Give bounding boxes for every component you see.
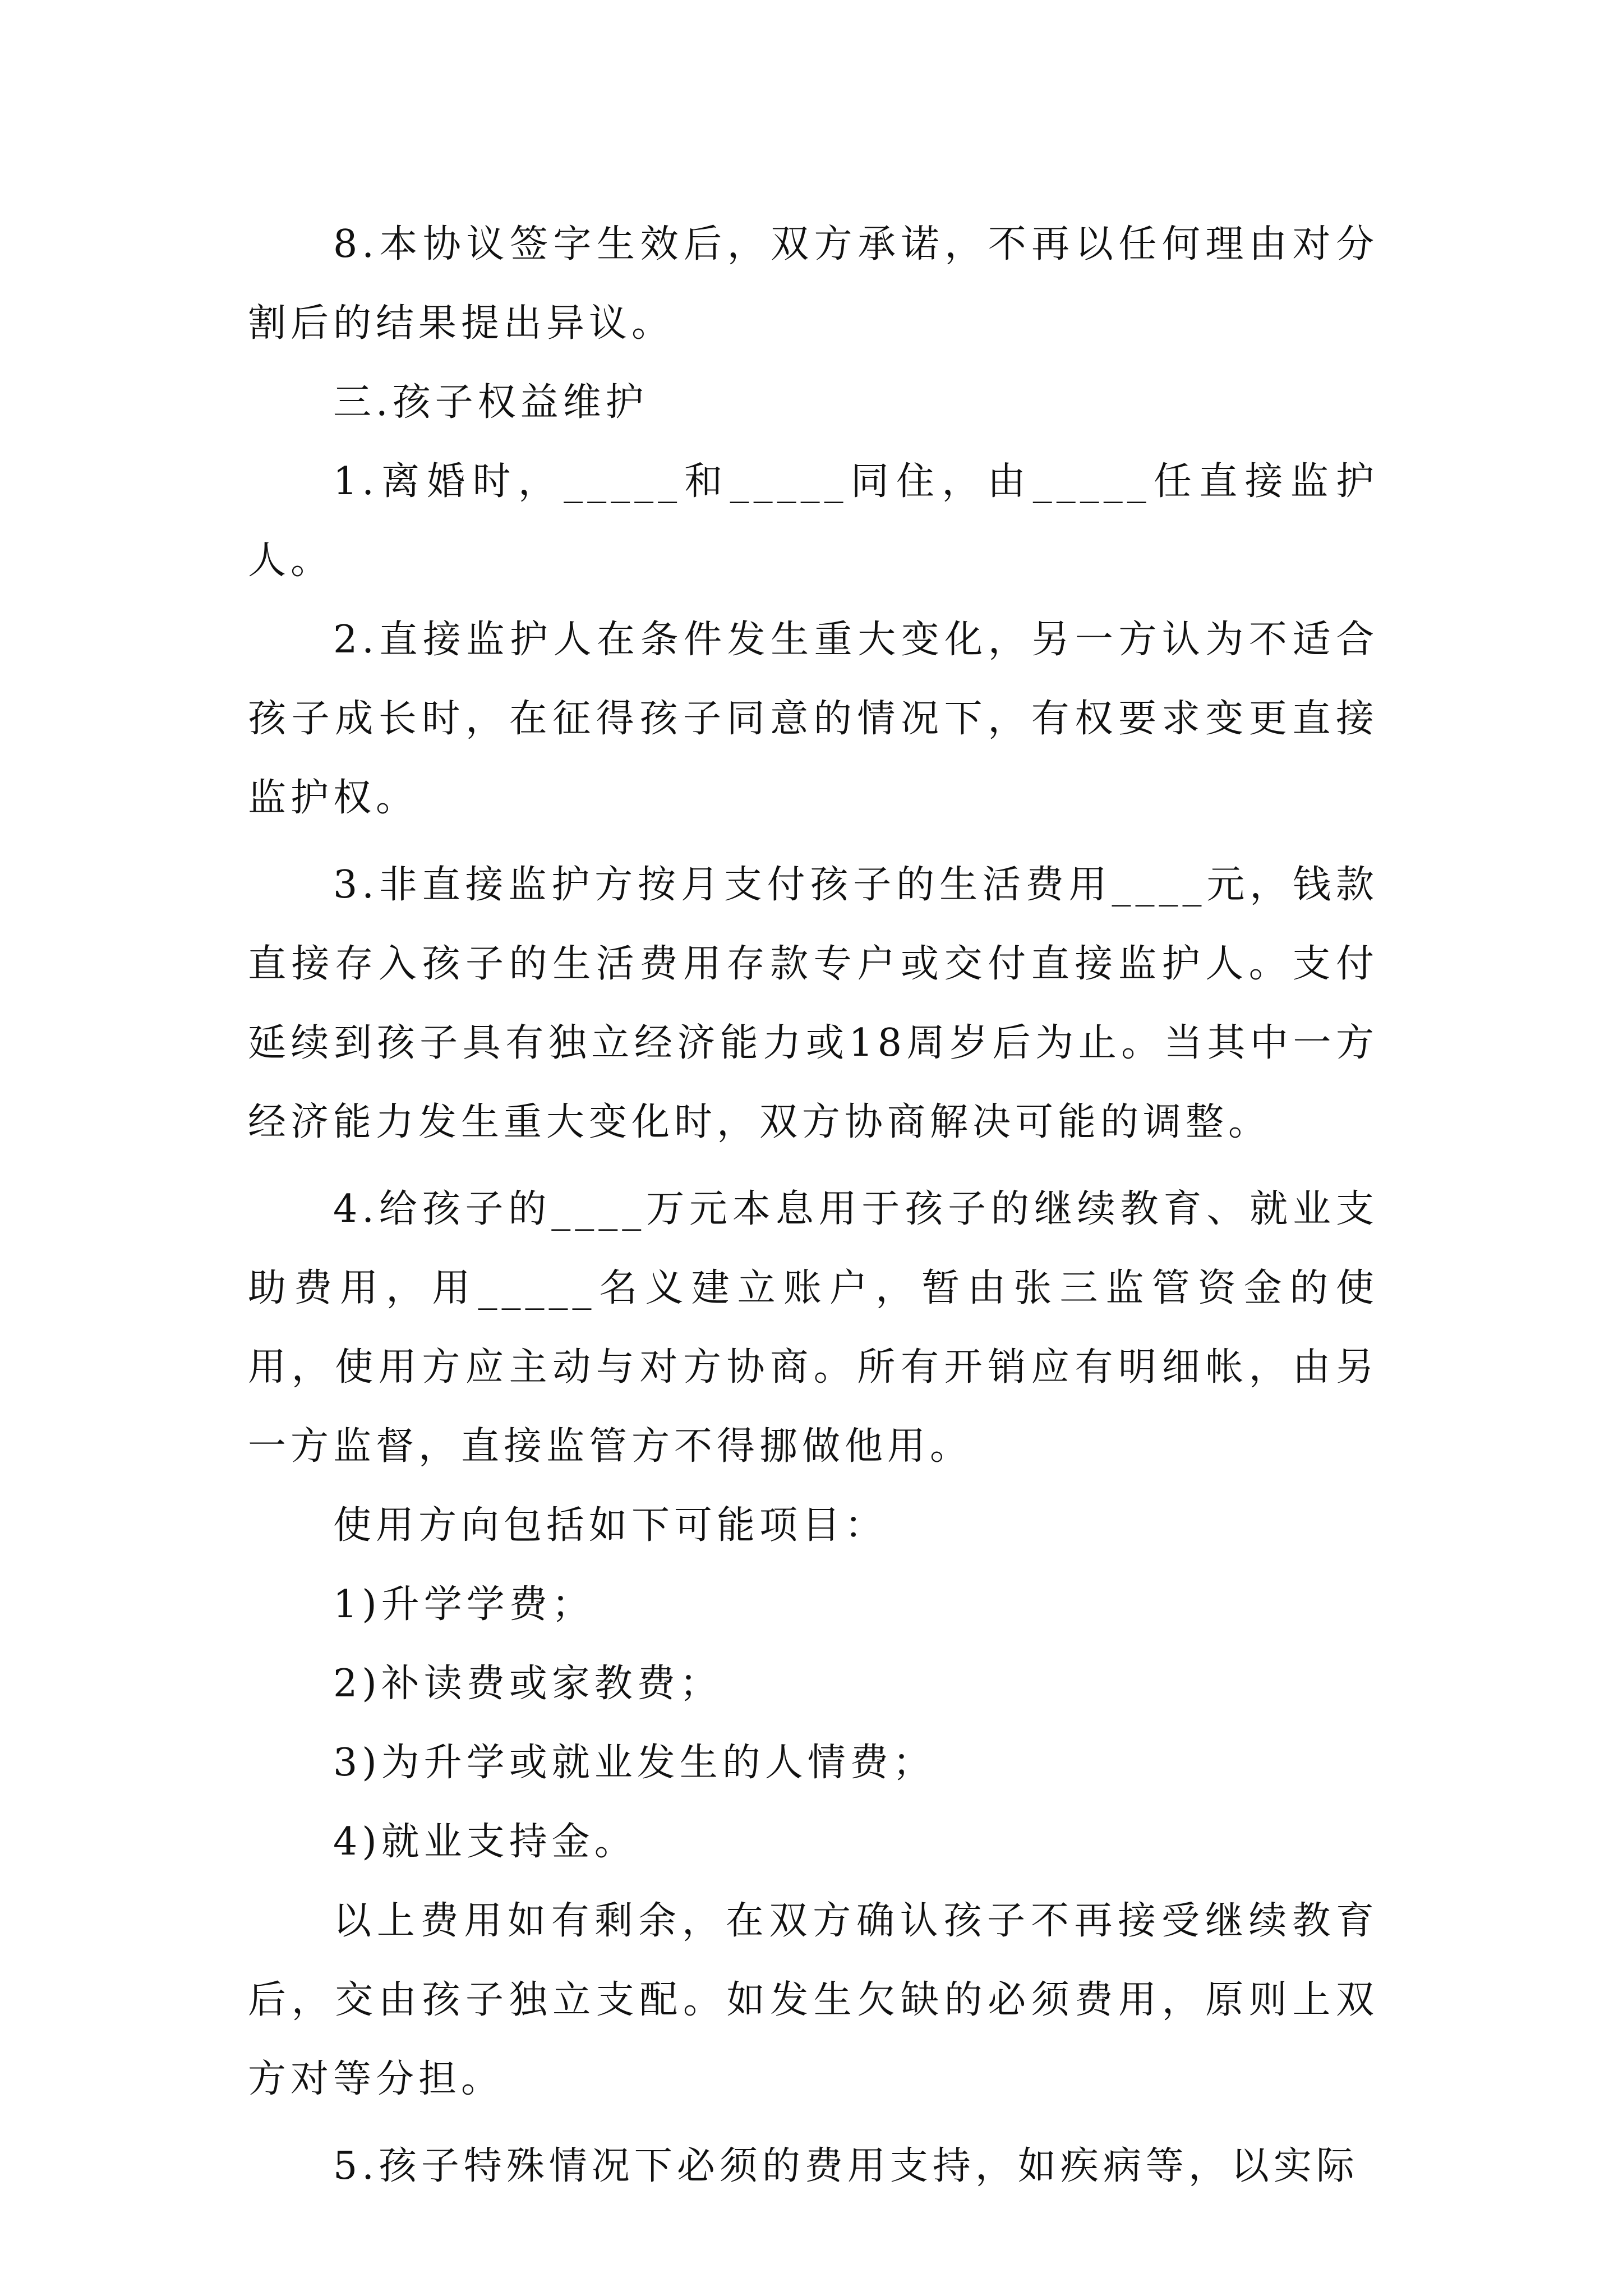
paragraph-5-special-expenses: 5.孩子特殊情况下必须的费用支持，如疾病等，以实际 <box>333 2144 1359 2188</box>
list-item-tuition: 1)升学学费； <box>333 1582 594 1627</box>
paragraph-3-living-expenses: 3.非直接监护方按月支付孩子的生活费用____元，钱款直接存入孩子的生活费用存款专户或交付直接监护人。支付延续到孩子具有独立经济能力或18周岁后为止。当其中一方经济能力发生重大变化时，双方协商解决可能的调整。 <box>248 863 1378 1144</box>
paragraph-4-education-fund: 4.给孩子的____万元本息用于孩子的继续教育、就业支助费用，用_____名义建立账户，暂由张三监管资金的使用，使用方应主动与对方协商。所有开销应有明细帐，由另一方监督，直接监管方不得挪做他用。 <box>248 1187 1378 1469</box>
document-body <box>248 205 1378 2206</box>
list-item-employment-support: 4)就业支持金。 <box>333 1820 637 1864</box>
paragraph-8-no-objection: 8.本协议签字生效后，双方承诺，不再以任何理由对分割后的结果提出异议。 <box>248 222 1378 346</box>
list-item-social-expenses: 3)为升学或就业发生的人情费； <box>333 1741 935 1785</box>
paragraph-remaining-funds: 以上费用如有剩余，在双方确认孩子不再接受继续教育后，交由孩子独立支配。如发生欠缺的必须费用，原则上双方对等分担。 <box>248 1899 1378 2101</box>
list-item-tutoring: 2)补读费或家教费； <box>333 1662 722 1706</box>
section-heading-children-rights: 三.孩子权益维护 <box>333 380 648 425</box>
paragraph-1-custody: 1.离婚时，_____和_____同住，由_____任直接监护人。 <box>248 459 1378 583</box>
paragraph-2-guardian-change: 2.直接监护人在条件发生重大变化，另一方认为不适合孩子成长时，在征得孩子同意的情况下，有权要求变更直接监护权。 <box>248 618 1378 820</box>
paragraph-usage-intro: 使用方向包括如下可能项目： <box>333 1503 888 1548</box>
